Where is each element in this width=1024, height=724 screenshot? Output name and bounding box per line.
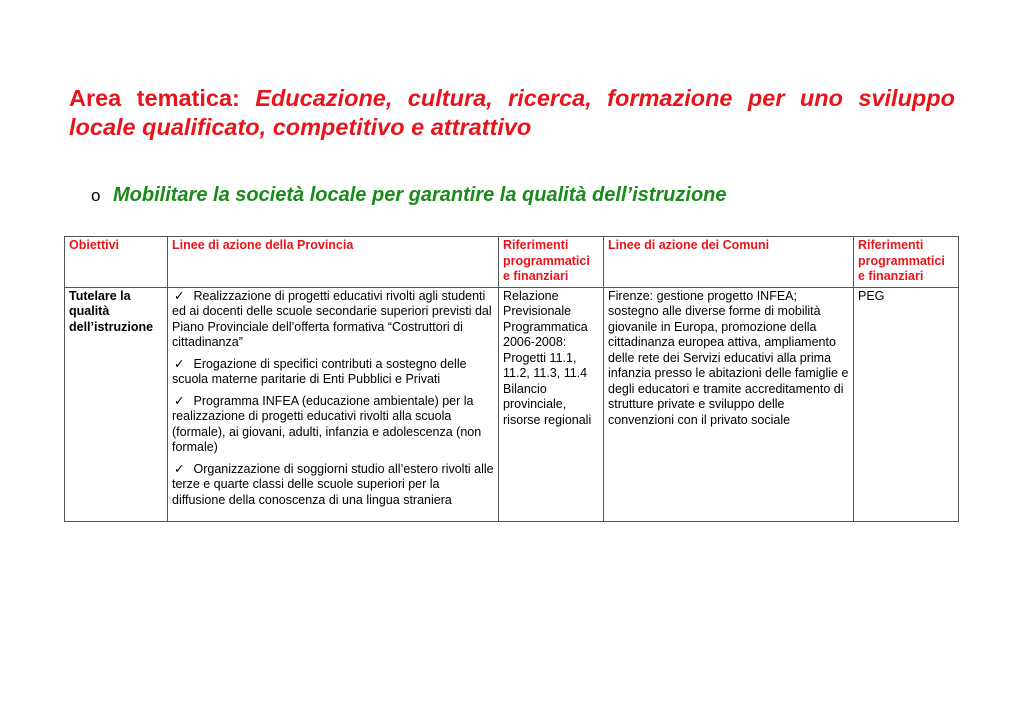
header-obiettivi: Obiettivi <box>65 237 168 288</box>
cell-linee-provincia <box>168 287 499 521</box>
bullet-icon: o <box>91 186 101 205</box>
list-item: ✓ Organizzazione di soggiorni studio all’estero rivolti alle terze e quarte classi delle scuole superiori per la diffusione della conoscenza di una lingua straniera <box>172 461 494 507</box>
check-icon: ✓ <box>174 356 185 371</box>
list-item: ✓ Programma INFEA (educazione ambientale) per la realizzazione di progetti educativi rivolti alla scuola (formale), ai giovani, adulti, infanzia e adolescenza (non formale) <box>172 393 482 454</box>
list-item: ✓ Erogazione di specifici contributi a sostegno delle scuola materne paritarie di Enti Pubblici e Privati <box>172 356 467 386</box>
check-icon: ✓ <box>174 393 185 408</box>
title-italic: Educazione, cultura, ricerca, formazione per uno sviluppo locale qualificato, competitivo e attrattivo <box>69 85 956 140</box>
section-subtitle <box>91 182 727 209</box>
subtitle-text: Mobilitare la società locale per garantire la qualità dell’istruzione <box>113 184 727 206</box>
list-item: ✓ Realizzazione di progetti educativi rivolti agli studenti ed ai docenti delle scuole secondarie superiori previsti dal Piano Provinciale dell’offerta formativa “Costruttori di cittadinanza” <box>172 288 492 349</box>
check-icon: ✓ <box>174 461 185 476</box>
page-title <box>69 84 955 142</box>
title-prefix: Area tematica: <box>69 85 256 111</box>
cell-linee-comuni: Firenze: gestione progetto INFEA; sostegno alle diverse forme di mobilità giovanile in Europa, promozione della cittadinanza europea attiva, ampliamento delle rete dei Servizi educativi alla prima infanzia presso le abitazioni delle famiglie e degli educatori e tramite accreditamento di strutture private e sviluppo delle convenzioni con il privato sociale <box>604 287 854 521</box>
table-header-row <box>65 237 959 288</box>
cell-riferimenti-comuni: PEG <box>854 287 959 521</box>
header-linee-comuni: Linee di azione dei Comuni <box>604 237 854 288</box>
header-riferimenti-provincia: Riferimenti programmatici e finanziari <box>499 237 604 288</box>
cell-obiettivo: Tutelare la qualità dell’istruzione <box>65 287 168 521</box>
cell-riferimenti-provincia: Relazione Previsionale Programmatica 2006-2008: Progetti 11.1, 11.2, 11.3, 11.4 Bilancio provinciale, risorse regionali <box>499 287 604 521</box>
table-row <box>65 287 959 521</box>
header-linee-provincia: Linee di azione della Provincia <box>168 237 499 288</box>
header-riferimenti-comuni: Riferimenti programmatici e finanziari <box>854 237 959 288</box>
check-icon: ✓ <box>174 288 185 303</box>
actions-table <box>64 236 959 522</box>
